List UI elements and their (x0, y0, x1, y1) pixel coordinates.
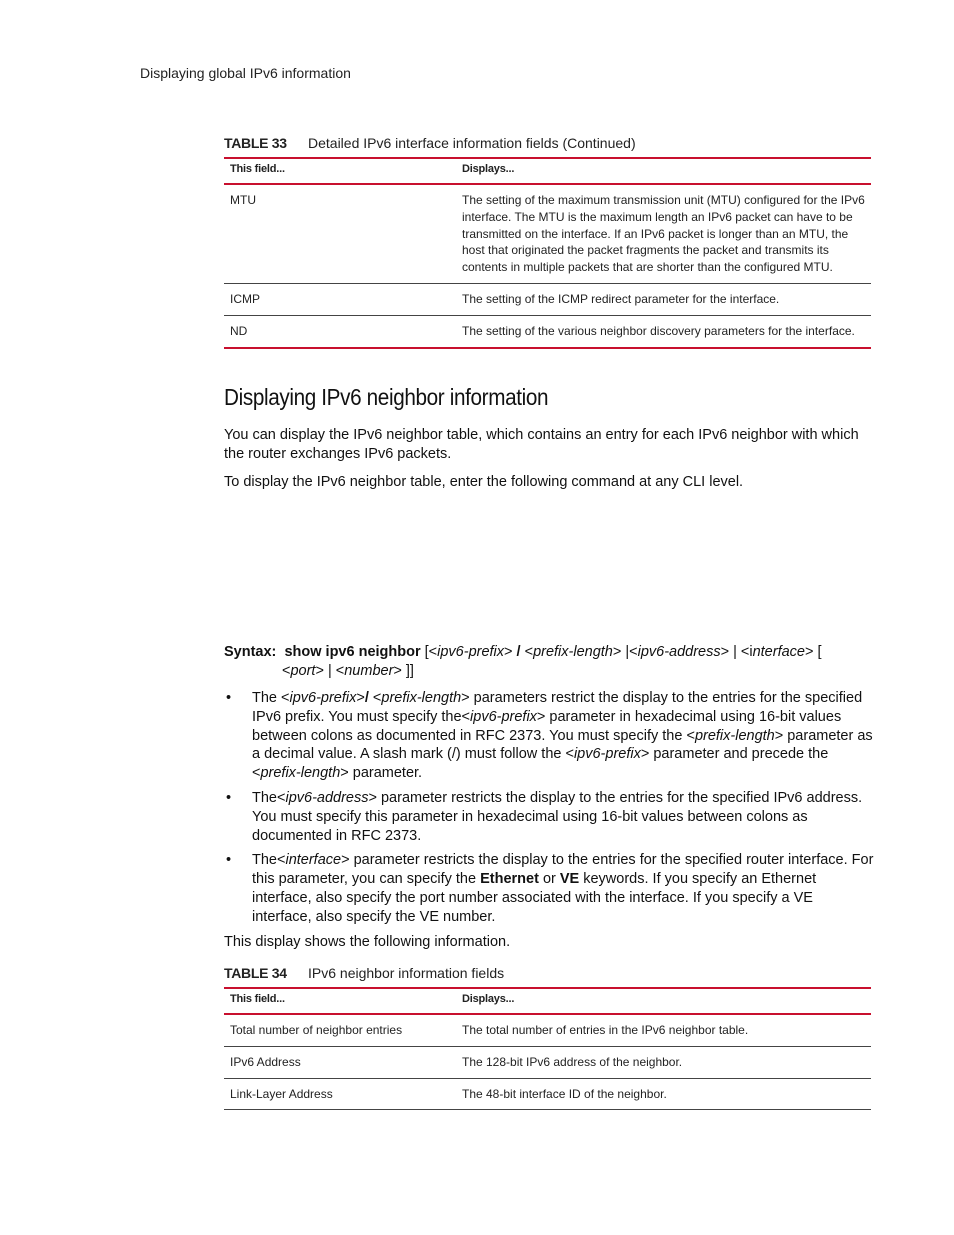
syntax-text: > | < (315, 663, 345, 679)
bullet-icon: • (226, 789, 232, 806)
table-header-row (224, 158, 871, 184)
field-description-cell: The setting of the ICMP redirect parameter for the interface. (456, 283, 871, 315)
syntax-text: > | <i (720, 644, 753, 660)
syntax-text: < (282, 663, 291, 679)
syntax-text: > (504, 644, 517, 660)
syntax-text: > ]] (393, 663, 414, 679)
bullet-text: > parameter. (340, 765, 423, 782)
table-33 (224, 157, 871, 349)
column-header-field: This field... (230, 993, 285, 1005)
table-header-row (224, 988, 871, 1014)
list-item (224, 851, 874, 926)
table-33-label: TABLE 33 (224, 135, 287, 151)
column-header-displays: Displays... (462, 163, 515, 175)
list-item (224, 689, 874, 783)
table-row (224, 283, 871, 315)
table-row (224, 315, 871, 347)
syntax-text: < (520, 644, 534, 660)
field-description-cell: The setting of the maximum transmission unit (MTU) configured for the IPv6 interface. The MTU is the maximum length an IPv6 packet can have to be transmitted on the interface. If an IPv6 packet is longer than an MTU, the host that originated the packet fragments the packet and transmits its contents in multiple packets that are shorter than the configured MTU. (456, 184, 871, 283)
keyword-ethernet: Ethernet (480, 871, 539, 888)
bullet-text: > parameter and precede the < (252, 746, 829, 782)
field-name-cell: MTU (224, 184, 456, 283)
syntax-line-2 (224, 662, 874, 681)
syntax-command: show ipv6 neighbor (284, 644, 421, 660)
bullet-text: > parameters restrict the display to the entries for the specified IPv6 prefix. You must specify the< (252, 690, 863, 725)
bullet-text: > parameter restricts the display to the entries for the specified router interface. For this parameter, you can specify the (252, 852, 874, 888)
syntax-text: > [ (805, 644, 822, 660)
syntax-text: [< (420, 644, 438, 660)
table-34-caption (224, 965, 504, 981)
field-description-cell: The 128-bit IPv6 address of the neighbor. (456, 1046, 871, 1078)
bullet-param: prefix-length (260, 765, 341, 782)
bullet-param: interface (285, 852, 342, 869)
section-heading: Displaying IPv6 neighbor information (224, 384, 549, 410)
table-33-caption (224, 135, 636, 151)
syntax-param-port: port (290, 663, 316, 679)
parameter-list (224, 689, 874, 933)
column-header-field: This field... (230, 163, 285, 175)
field-name-cell: IPv6 Address (224, 1046, 456, 1078)
bullet-param: prefix-length (381, 690, 462, 706)
syntax-line-1 (224, 643, 874, 662)
bullet-text: The < (252, 690, 290, 706)
table-33-title: Detailed IPv6 interface information fields (Continued) (308, 135, 636, 151)
syntax-slash: / (516, 644, 521, 660)
table-row (224, 1014, 871, 1046)
bullet-param: ipv6-address (285, 789, 369, 806)
list-item (224, 789, 874, 845)
keyword-ve: VE (559, 871, 580, 888)
bullet-param: ipv6-prefix (289, 690, 357, 706)
bullet-slash: / (364, 690, 369, 706)
bullet-text: keywords. If you specify an Ethernet interface, also specify the port number associated with the interface. If you specify a VE interface, also specify the VE number. (252, 871, 817, 925)
bullet-text: or (538, 871, 560, 888)
bullet-text: The< (252, 789, 286, 806)
bullet-text: > parameter as a decimal value. A slash mark (/) must follow the < (252, 727, 873, 763)
syntax-param-ipv6-address: ipv6-address (637, 644, 721, 660)
bullet-icon: • (226, 852, 232, 869)
syntax-param-number: number (344, 663, 394, 679)
bullet-text: > (356, 690, 365, 706)
table-row (224, 1046, 871, 1078)
syntax-block (224, 643, 874, 681)
field-name-cell: ND (224, 315, 456, 347)
table-34-label: TABLE 34 (224, 965, 287, 981)
page-running-header: Displaying global IPv6 information (140, 65, 351, 81)
bullet-text: The< (252, 852, 286, 869)
table-34 (224, 987, 871, 1110)
field-name-cell: Total number of neighbor entries (224, 1014, 456, 1046)
bullet-param: ipv6-prefix (470, 708, 537, 725)
field-description-cell: The 48-bit interface ID of the neighbor. (456, 1078, 871, 1110)
table-row (224, 1078, 871, 1110)
syntax-param-ipv6-prefix: ipv6-prefix (437, 644, 505, 660)
column-header-displays: Displays... (462, 993, 515, 1005)
command-instruction-paragraph: To display the IPv6 neighbor table, enter the following command at any CLI level. (224, 474, 744, 490)
display-note: This display shows the following information. (224, 934, 511, 950)
syntax-param-interface: nterface (752, 644, 805, 660)
bullet-param: ipv6-prefix (573, 746, 641, 763)
bullet-text: > parameter in hexadecimal using 16-bit values between colons as documented in RFC 2373. You must specify the < (252, 708, 842, 744)
field-description-cell: The setting of the various neighbor discovery parameters for the interface. (456, 315, 871, 347)
bullet-text: < (368, 690, 382, 706)
syntax-text: > |< (612, 644, 638, 660)
field-name-cell: ICMP (224, 283, 456, 315)
field-description-cell: The total number of entries in the IPv6 neighbor table. (456, 1014, 871, 1046)
table-34-title: IPv6 neighbor information fields (308, 965, 505, 981)
bullet-text: > parameter restricts the display to the entries for the specified IPv6 address. You must specify this parameter in hexadecimal using 16-bit values between colons as documented in RFC 2373. (252, 789, 863, 844)
field-name-cell: Link-Layer Address (224, 1078, 456, 1110)
bullet-param: prefix-length (694, 727, 775, 744)
intro-paragraph: You can display the IPv6 neighbor table, which contains an entry for each IPv6 neighbor with which the router exchanges IPv6 packets. (224, 427, 859, 462)
syntax-param-prefix-length: prefix-length (533, 644, 613, 660)
syntax-label: Syntax: (224, 644, 277, 660)
bullet-icon: • (226, 690, 232, 706)
table-row (224, 184, 871, 283)
